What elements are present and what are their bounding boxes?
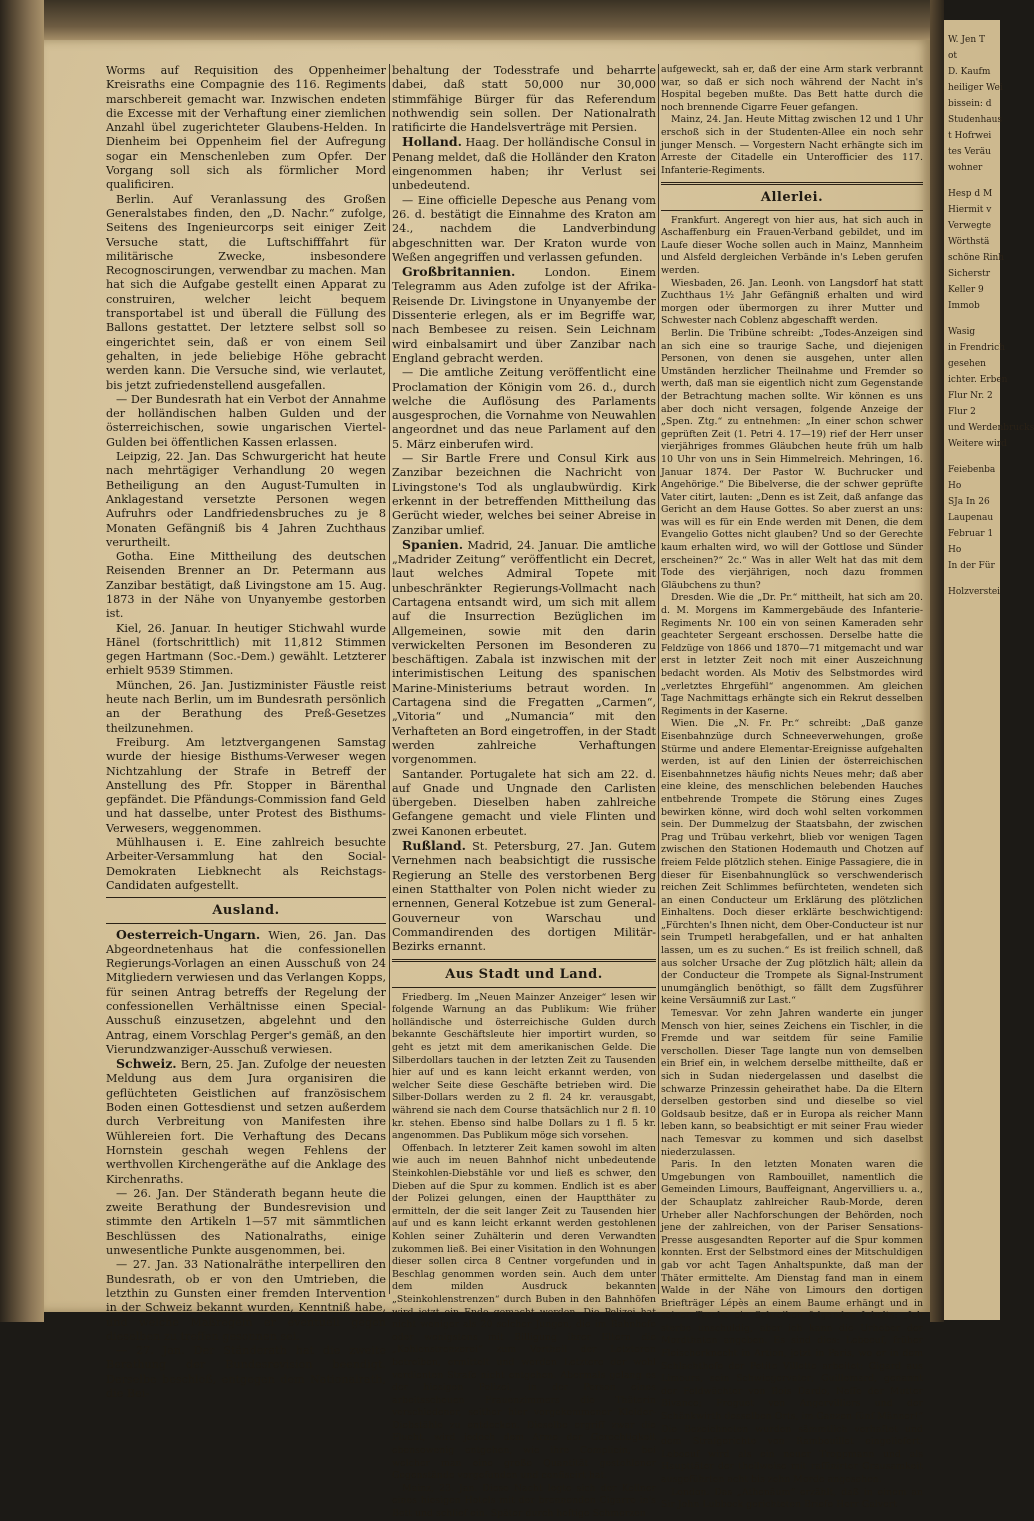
article-paragraph: aufgeweckt, sah er, daß der eine Arm stark verbrannt war, so daß er sich noch während der Nacht in's Hospital begeben mußte. Das Bett hatte durch die noch brennende Cigarre Feuer gefangen. (661, 64, 923, 113)
adjacent-page-text: Hiermit v (948, 205, 992, 215)
adjacent-page-text: Keller 9 (948, 285, 984, 295)
adjacent-page-text: Immob (948, 301, 980, 311)
article-paragraph: Berlin. Die Tribüne schreibt: „Todes-Anzeigen sind an sich eine so traurige Sache, und diejenigen Personen, von denen sie ausgehen, unter allen Umständen herzlicher Theilnahme und Fremder so werth, daß man sie eigentlich nicht zum Gegenstande der Betrachtung machen sollte. Wir können es uns aber doch nicht versagen, folgende Anzeige der „Spen. Ztg.“ zu entnehmen: „In einer schon schwer geprüften Zeit (1. Petri 4. 17—19) rief der Herr unser vierjähriges frommes Gläubchen heute früh um halb 10 Uhr von uns in Sein Himmelreich. Mehringen, 16. Januar 1874. Der Pastor W. Buchrucker und Angehörige.“ Die Bibelverse, die der schwer geprüfte Vater citirt, lauten: „Denn es ist Zeit, daß anfange das Gericht an dem Hause Gottes. So aber zuerst an uns: was will es für ein Ende werden mit Denen, die dem Evangelio Gottes nicht glauben? Und so der Gerechte kaum erhalten wird, wo will der Gottlose und Sünder erscheinen?“ 2c.“ Was in aller Welt hat das mit dem Tode des vierjährigen, noch dazu frommen Gläubchens zu thun? (661, 327, 923, 591)
adjacent-page-text: wohner (948, 163, 983, 173)
column-3 (661, 64, 923, 1512)
article-paragraph: Berlin. Auf Veranlassung des Großen Generalstabes finden, den „D. Nachr.“ zufolge, Seitens des Ingenieurcorps seit einiger Zeit Versuche statt, die Luftschifffahrt für militärische Zwecke, insbesondere Recognoscirungen, verwendbar zu machen. Man hat sich die Aufgabe gestellt einen Apparat zu construiren, welcher leicht bequem transportabel ist und überall die Füllung des Ballons gestattet. Der letztere selbst soll so eingerichtet sein, daß er von einem Seil gehalten, in jede beliebige Höhe gebracht werden kann. Die Versuche sind, wie verlautet, bis jetzt zufriedenstellend ausgefallen. (106, 192, 386, 392)
country-heading: Holland. (402, 134, 462, 150)
article-text: Wien, 26. Jan. Das Abgeordnetenhaus hat die confessionellen Regierungs-Vorlagen an einen Ausschuß von 24 Mitgliedern verwiesen und das Verlangen Kopps, für seinen Antrag betreffs der Regelung der confessionellen Verhältnisse einen Special-Ausschuß einzusetzen, abgelehnt und den Antrag, einem Vorschlag Perger's gemäß, an den Vierundzwanziger-Ausschuß verwiesen. (106, 928, 386, 1056)
adjacent-page-text: SJa In 26 (948, 497, 990, 507)
article-paragraph: Worms auf Requisition des Oppenheimer Kreisraths eine Compagnie des 116. Regiments marschbereit gemacht war. Inzwischen endeten die Excesse mit der Verhaftung einer ziemlichen Anzahl übel zugerichteter Glaubens-Helden. In Dienheim bei Oppenheim fiel der Aufregung sogar ein Menschenleben zum Opfer. Der Vorgang soll sich als förmlicher Mord qualificiren. (106, 64, 386, 192)
article-paragraph: Mainz, 23. Jan. Diese Nacht legte sich der Kellner eines hiesigen Hotels mit der brennenden Cigarre in's Bett und schlief ein. Später durch heftige Schmerzen (392, 1482, 656, 1520)
adjacent-page-text: Studenhaus (948, 115, 1003, 125)
adjacent-page-text: Sicherstr (948, 269, 991, 279)
adjacent-page-text: Wörthstä (948, 237, 990, 247)
article-paragraph: Temesvar. Vor zehn Jahren wanderte ein junger Mensch von hier, seines Zeichens ein Tischler, in die Fremde und war seitdem für seine Familie verschollen. Dieser Tage langte nun von demselben ein Brief ein, in welchem derselbe mittheilte, daß er sich in Sudan niedergelassen und daselbst die schwarze Prinzessin geheirathet habe. Da die Eltern derselben gestorben sind und dieselbe so viel Goldsaub besitze, daß er in Europa als reicher Mann leben kann, so beabsichtigt er mit seiner Frau wieder nach Temesvar zu kommen und sich daselbst niederzulassen. (661, 1008, 923, 1158)
section-heading-allerlei: Allerlei. (760, 190, 824, 206)
article-oesterreich (106, 928, 386, 1058)
article-paragraph: Gotha. Eine Mittheilung des deutschen Reisenden Brenner an Dr. Petermann aus Zanzibar bestätigt, daß Livingstone am 15. Aug. 1873 in der Nähe von Unyanyembe gestorben ist. (106, 550, 386, 621)
article-paragraph: Frankfurt. Angeregt von hier aus, hat sich auch in Aschaffenburg ein Frauen-Verband gebildet, und im Laufe dieser Woche sollen auch in Mainz, Mannheim und Alsfeld dergleichen Verbände in's Leben gerufen werden. (661, 214, 923, 277)
adjacent-page-fragment (944, 20, 1034, 1320)
column-1-paragraphs (106, 64, 386, 893)
divider (106, 897, 386, 898)
article-paragraph: Friedberg. Im „Neuen Mainzer Anzeiger“ lesen wir folgende Warnung an das Publikum: Wie früher holländische und österreichische Gulden durch bekannte Geschäftsleute hier importirt wurden, so geht es jetzt mit dem amerikanischen Gelde. Die Silberdollars tauchen in der letzten Zeit zu Tausenden hier auf und es kann leicht erkannt werden, von welcher Seite diese Geschäfte betrieben wird. Die Silber-Dollars werden zu 2 fl. 24 kr. verausgabt, während sie nach dem Course thatsächlich nur 2 fl. 10 kr. stehen. Ebenso sind halbe Dollars zu 1 fl. 5 kr. angenommen. Das Publikum möge sich vorsehen. (392, 991, 656, 1142)
column-1 (106, 64, 386, 1401)
adjacent-page-text: schöne Rinh (948, 253, 1005, 263)
article-text: Haag. Der holländische Consul in Penang meldet, daß die Holländer den Kraton eingenommen haben; ihr Verlust sei unbedeutend. (392, 136, 656, 193)
country-heading: Oesterreich-Ungarn. (116, 926, 261, 942)
column-2 (392, 64, 656, 1521)
article-schweiz (106, 1057, 386, 1187)
article-paragraph: Freiburg. Am letztvergangenen Samstag wurde der hiesige Bisthums-Verweser wegen Nichtzahlung der Strafe in Betreff der Anstellung des Pfr. Stopper in Bärenthal gepfändet. Die Pfändungs-Commission fand Geld und hat dasselbe, unter Protest des Bisthums-Verwesers, weggenommen. (106, 735, 386, 835)
adjacent-page-text: Verwegte (948, 221, 992, 231)
article-paragraph: Santander. Portugalete hat sich am 22. d. auf Gnade und Ungnade den Carlisten übergeben. Dieselben haben zahlreiche Gefangene gemacht und viele Flinten und zwei Kanonen erbeutet. (392, 767, 656, 838)
article-paragraph: — Der Bundesrath hat ein Verbot der Annahme der holländischen halben Gulden und der österreichischen, sowie ungarischen Viertel-Gulden bei öffentlichen Kassen erlassen. (106, 392, 386, 449)
article-paragraph: — 27. Jan. 33 Nationalräthe interpelliren den Bundesrath, ob er von den Umtrieben, die letzthin zu Gunsten einer fremden Intervention in der Schweiz bekannt wurden, Kenntniß habe, und welche Maßregeln er eventuell gegen dieselben zu treffen gesonnen sei. (106, 1258, 386, 1343)
adjacent-page-text: Ho (948, 481, 962, 491)
article-text: Bern, 25. Jan. Zufolge der neuesten Meldung aus dem Jura organisiren die geflüchteten Geistlichen auf französischem Boden einen Gottesdienst und setzen außerdem durch Verbreitung von Manifesten ihre Wühlereien fort. Die Verhaftung des Decans Hornstein geschah wegen Fehlens der werthvollen Kirchengeräthe auf die Anklage des Kirchenraths. (106, 1058, 386, 1186)
adjacent-page-text: Flur Nr. 2 (948, 391, 993, 401)
adjacent-page-text: t Hofrwei (948, 131, 992, 141)
adjacent-page-text: und Werdenbrucks (948, 423, 1034, 433)
adjacent-page-text: gesehen (948, 359, 986, 369)
article-text: St. Petersburg, 27. Jan. Gutem Vernehmen nach beabsichtigt die russische Regierung an Stelle des verstorbenen Berg einen Statthalter von Polen nicht wieder zu ernennen, General Kotzebue ist zum General-Gouverneur von Warschau und Commandirenden des dortigen Militär-Bezirks ernannt. (392, 840, 656, 954)
adjacent-page-text: Ho (948, 545, 962, 555)
divider (661, 182, 923, 185)
column-rule (389, 64, 390, 1294)
article-paragraph: — Eine officielle Depesche aus Penang vom 26. d. bestätigt die Einnahme des Kraton am 24., nachdem die Landverbindung abgeschnitten war. Der Kraton wurde von Weßen angegriffen und verlassen gefunden. (392, 193, 656, 264)
article-paragraph: Paris. In den letzten Monaten waren die Umgebungen von Rambouillet, namentlich die Gemeinden Limours, Bauffeignant, Angervilliers u. a., der Schauplatz zahlreicher Raub-Morde, deren Urheber aller Nachforschungen der Behörden, noch jene der zahlreichen, von der Pariser Sensations-Presse ausgesandten Reporter auf die Spur kommen konnten. Erst der Selbstmord eines der Mitschuldigen gab vor acht Tagen Anhaltspunkte, daß man der Thäter ermittelte. Am Dienstag fand man in einem Walde in der Nähe von Limours den dortigen Briefträger Lépès an einem Baume erhängt und in seiner Tasche ein Schreiben folgenden Inhalts: „Ich sterbe unschuldig, aber ich kann die Urheber der Mordthaten angeben. Es sind dies: Leboeuf, früher Fleischerknecht in Artion, jetzt in Paris, wo er in dem Schlachthofe der Petite Villette arbeitet; Gigard aus Limours, sein Schwiegervater; Guillemard, genannt der Feldwächter von Bois Dardo, Neffe der Mutter Bivance; Froguet von Angervilliers und der Schänkwirth desselben Orts, im Ganzen fünf Männer!“ Die Bezeichneten wurden sämmtlich verhaftet und dem Strafgerichte von Rambouillet eingeliefert. Leboeuf wird als ein neuer Troppmann und als Haupttäter der theilweise mit raffinirter Grausamkeit ausgeführten acht bis zehn Morde angesehen. (661, 1159, 923, 1486)
adjacent-page-text: Februar 1 (948, 529, 994, 539)
adjacent-page-text: Feiebenba (948, 465, 996, 475)
article-paragraph: — Sir Bartle Frere und Consul Kirk aus Zanzibar bezeichnen die Nachricht von Livingstone's Tod als unglaubwürdig. Kirk erkennt in der betreffenden Mittheilung das Gerücht wieder, welches bei seiner Abreise in Zanzibar umlief. (392, 452, 656, 537)
article-holland (392, 135, 656, 193)
adjacent-page-text: ot (948, 51, 958, 61)
adjacent-page-text: bissein: d (948, 99, 992, 109)
article-paragraph: Wien. Die „N. Fr. Pr.“ schreibt: „Daß ganze Eisenbahnzüge durch Schneeverwehungen, große Stürme und andere Elementar-Ereignisse aufgehalten werden, ist auf den Linien der österreichischen Eisenbahnnetzes häufig nichts Neues mehr; daß aber eine kleine, des menschlichen belebenden Hauches entbehrende Trompete die Störung eines Zuges bewirken könne, wird doch wohl selten vorkommen sein. Der Dummelzug der Staatsbahn, der zwischen Prag und Trübau verkehrt, blieb vor wenigen Tagen zwischen den Stationen Hodemauth und Chotzen auf freiem Felde plötzlich stehen. Einige Passagiere, die in dieser für Eisenbahnunglück so verschwenderisch reichen Zeit Schlimmes befürchteten, wendeten sich an einen Conducteur um Erklärung des plötzlichen Einhaltens. Doch dieser erklärte beschwichtigend: „Fürchten's Ihnen nicht, dem Ober-Conducteur ist nur sein Trumpetl herabgefallen, und er hat anhalten lassen, um es zu suchen.“ Es ist freilich schnell, daß aus solcher Ursache der Zug plötzlich hält; allein da der Conducteur die Trompete als Signal-Instrument unumgänglich benöthigt, so fällt dem Zugsführer keine Versäumniß zur Last.“ (661, 718, 923, 1007)
country-heading: Großbritannien. (402, 264, 516, 280)
adjacent-page-text: In der Für (948, 561, 995, 571)
divider (392, 959, 656, 962)
article-paragraph: — Die amtliche Zeitung veröffentlicht eine Proclamation der Königin vom 26. d., durch welche die Auflösung des Parlaments ausgesprochen, die Vornahme von Neuwahlen angeordnet und das neue Parlament auf den 5. März einberufen wird. (392, 366, 656, 451)
adjacent-page-text: D. Kaufm (948, 67, 991, 77)
section-heading-ausland: Ausland. (212, 903, 280, 919)
article-paragraph: Mühlhausen i. E. Eine zahlreich besuchte Arbeiter-Versammlung hat den Social-Demokraten Liebknecht als Reichstags-Candidaten aufgestellt. (106, 836, 386, 892)
divider (392, 987, 656, 988)
book-edge (0, 0, 44, 1322)
article-paragraph: Offenbach. In letzterer Zeit kamen sowohl im alten wie auch im neuen Bahnhof nicht unbedeutende Steinkohlen-Diebstähle vor und ließ es schwer, den Dieben auf die Spur zu kommen. Endlich ist es aber der Polizei gelungen, einen der Hauptthäter zu ermitteln, der die seit langer Zeit zu Tausenden hier auf und es kann leicht erkannt werden gestohlenen Kohlen seiner Zuhälterin und deren Verwandten zukommen ließ. Bei einer Visitation in den Wohnungen dieser sollen circa 8 Centner vorgefunden und in Beschlag genommen worden sein. Auch dem unter dem milden Ausdruck bekannten „Steinkohlenstrenzen“ durch Buben in den Bahnhöfen wird jetzt ein Ende gemacht werden. Die Polizei hat nicht weniger als 20 solcher Jungen, die im Bahnhofe oder wenigstens mit Billigung ihrer Eltern die „Kohlenstrenzerei“ zum Vortheil der Letzteren betreiben, ermittelt und werden Letztere der wohl verdienten Strafe nicht entgehen. Abermals gelang es der hiesigen Polizei, in der Person eines arbeitsscheuen Frauenzimmers die Thäterin verschiedener, seither hier vorgekommener Kleider-Diebstähle zu entdecken. Dieselbe ergriff zwar die Flucht, wird jedoch dem Arme der Gerechtigkeit ebensowenig entgehen, wie ihre Complicin, bei welcher man eine große Quantität gestohlener Gegenstände vorgefunden und confiscirt hat. (392, 1142, 656, 1482)
adjacent-page-text: Flur 2 (948, 407, 976, 417)
article-paragraph: London. Das „Athenäum“ erzählt, daß in einem an Sir John Lubbock gerichteten Briefe Herr Galvert (661, 1486, 923, 1511)
article-paragraph: Leipzig, 22. Jan. Das Schwurgericht hat heute nach mehrtägiger Verhandlung 20 wegen Betheiligung an den August-Tumulten in Anklagestand versetzte Personen wegen Aufruhrs oder Landfriedensbruches zu je 8 Monaten Gefängniß bis 4 Jahren Zuchthaus verurtheilt. (106, 450, 386, 549)
country-heading: Spanien. (402, 536, 464, 552)
adjacent-page-text: Hesp d M (948, 189, 993, 199)
country-heading: Schweiz. (116, 1056, 177, 1072)
article-text: Madrid, 24. Januar. Die amtliche „Madrider Zeitung“ veröffentlicht ein Decret, laut welches Admiral Topete mit unbeschränkter Regierungs-Vollmacht nach Cartagena entsandt wird, um sich mit allem auf die Insurrection Bezüglichen im Allgemeinen, sowie mit den darin verwickelten Personen im Besonderen zu beschäftigen. Zabala ist inzwischen mit der interimistischen Leitung des spanischen Marine-Ministeriums betraut worden. In Cartagena sind die Fregatten „Carmen“, „Vitoria“ und „Numancia“ mit den Verhafteten an Bord eingetroffen, in der Stadt werden zahlreiche Verhaftungen vorgenommen. (392, 538, 657, 767)
article-paragraph: — 27. Jan. Der Ständerath hat die zweite Berathung der Bundesrevision beendigt. Derselbe beschloß, entgegen dem Nationalrath, die Bei- (106, 1344, 386, 1401)
article-grossbritannien (392, 265, 656, 366)
article-paragraph: Kiel, 26. Januar. In heutiger Stichwahl wurde Hänel (fortschrittlich) mit 11,812 Stimmen gegen Hartmann (Soc.-Dem.) gewählt. Letzterer erhielt 9539 Stimmen. (106, 621, 386, 678)
article-paragraph: München, 26. Jan. Justizminister Fäustle reist heute nach Berlin, um im Bundesrath persönlich an der Berathung des Preß-Gesetzes theilzunehmen. (106, 678, 386, 735)
adjacent-page-text: tes Veräu (948, 147, 991, 157)
article-text: London. Einem Telegramm aus Aden zufolge ist der Afrika-Reisende Dr. Livingstone in Unyanyembe der Dissenterie erlegen, als er im Begriffe war, nach Bembesee zu reisen. Sein Leichnam wird einbalsamirt und über Zanzibar nach England gebracht werden. (392, 266, 657, 365)
article-paragraph: — 26. Jan. Der Ständerath begann heute die zweite Berathung der Bundesrevision und stimmte den Artikeln 1—57 mit sämmtlichen Beschlüssen des Nationalraths, einige unwesentliche Punkte ausgenommen, bei. (106, 1186, 386, 1258)
article-paragraph: Dresden. Wie die „Dr. Pr.“ mittheilt, hat sich am 20. d. M. Morgens im Kammergebäude des Infanterie-Regiments Nr. 100 ein von seinen Kameraden sehr geachteter Sergeant erschossen. Derselbe hatte die Feldzüge von 1866 und 1870—71 mitgemacht und war erst in letzter Zeit noch mit einer Auszeichnung bedacht worden. Als Motiv des Selbstmordes wird „verletztes Ehrgefühl“ angenommen. Am gleichen Tage Nachmittags erhängte sich ein Rekrut desselben Regiments in der Kaserne. (661, 592, 923, 717)
adjacent-page-text: ichter. Erben (948, 375, 1008, 385)
adjacent-page-text: Laupenau (948, 513, 994, 523)
article-paragraph: Wiesbaden, 26. Jan. Leonh. von Langsdorf hat statt Zuchthaus 1½ Jahr Gefängniß erhalten und wird morgen oder übermorgen zu ihrer Mutter und Schwester nach Coblenz abgeschafft werden. (661, 277, 923, 327)
page-top-shadow (44, 0, 944, 44)
divider (106, 923, 386, 924)
adjacent-page-text: heiliger Wei (948, 83, 1003, 93)
adjacent-page-text: in Frendrich (948, 343, 1005, 353)
adjacent-page-text: Wasig (948, 327, 976, 337)
adjacent-page-text: Weitere wird (948, 439, 1007, 449)
book-spine (930, 0, 944, 1322)
section-heading-stadt-land: Aus Stadt und Land. (445, 967, 603, 983)
article-paragraph: Mainz, 24. Jan. Heute Mittag zwischen 12 und 1 Uhr erschoß sich in der Studenten-Allee ein noch sehr junger Mensch. — Vorgestern Nacht erhängte sich im Arreste der Citadelle ein Unterofficier des 117. Infanterie-Regiments. (661, 114, 923, 176)
article-spanien (392, 538, 656, 768)
article-russland (392, 839, 656, 954)
column-rule (658, 64, 659, 1294)
country-heading: Rußland. (402, 838, 467, 854)
adjacent-page-text: Holzverstei (948, 587, 1001, 597)
divider (661, 210, 923, 211)
adjacent-page-text: W. Jen T (948, 35, 985, 45)
article-paragraph: behaltung der Todesstrafe und beharrte dabei, daß statt 50,000 nur 30,000 stimmfähige Bürger für das Referendum nothwendig sein sollen. Der Nationalrath ratificirte die Handelsverträge mit Persien. (392, 64, 656, 135)
